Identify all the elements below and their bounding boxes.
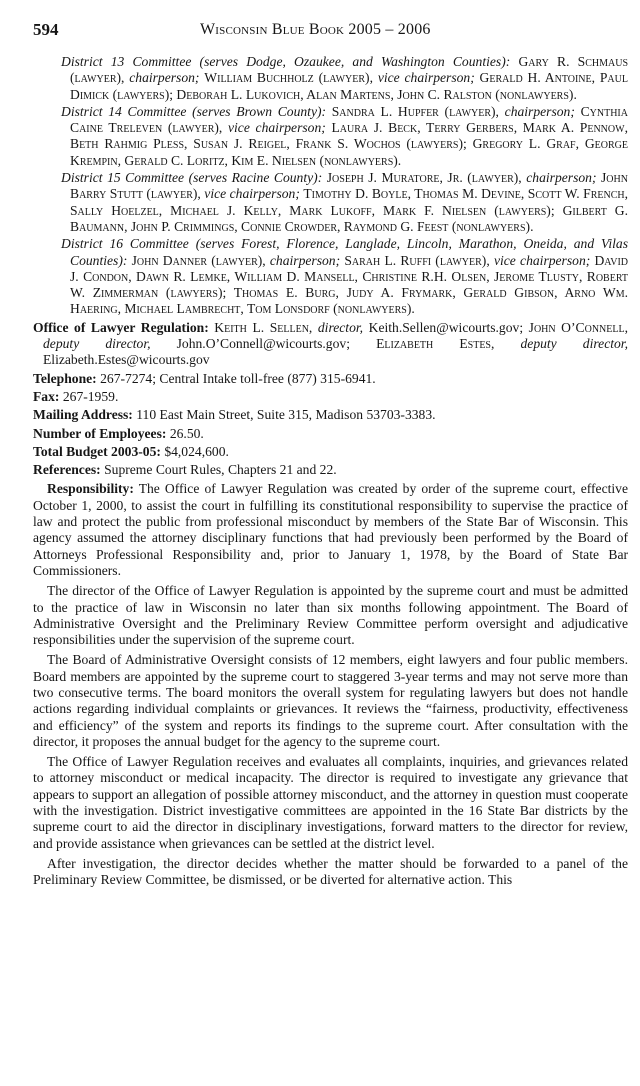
- member-role: chairperson;: [504, 103, 575, 119]
- member-name: Sandra L. Hupfer (lawyer),: [331, 103, 499, 119]
- committee-name: District 16 Committee (serves Forest, Florence, Langlade, Lincoln, Marathon, Oneida, and Vilas Counties):: [61, 236, 628, 268]
- member-role: vice chairperson;: [377, 70, 475, 86]
- member-role: chairperson;: [526, 170, 597, 186]
- paragraph-text: The Office of Lawyer Regulation was created by order of the supreme court, effective October 1, 2000, to assist the court in fulfilling its constitutional responsibility to supervise the practice of law and protect the public from professional misconduct by members of the State Bar of Wisconsin. This agency assumed the attorney disciplinary functions that had previously been performed by the Board of Attorneys Professional Responsibility and, prior to January 1, 1978, by the Board of State Bar Commissioners.: [33, 481, 628, 578]
- budget-entry: [33, 444, 628, 460]
- responsibility-paragraph: [33, 481, 628, 579]
- body-paragraph: The Board of Administrative Oversight consists of 12 members, eight lawyers and four public members. Board members are appointed by the supreme court to staggered 3-year terms and may not serve more than two consecutive terms. The board monitors the overall system for regulating lawyers but does not handle actions regarding individual complaints or grievances. It reviews the “fairness, productivity, effectiveness and efficiency” of the system and reports its findings to the supreme court. After consultation with the director, it proposes the annual budget for the agency to the supreme court.: [33, 652, 628, 749]
- mailing-address-value: 110 East Main Street, Suite 315, Madison 53703-3383.: [136, 407, 436, 423]
- staff-role: deputy director,: [520, 336, 628, 352]
- running-head: Wisconsin Blue Book 2005 – 2006: [200, 21, 431, 38]
- telephone-label: Telephone:: [33, 370, 97, 386]
- member-list: Laura J. Beck, Terry Gerbers, Mark A. Pennow, Beth Rahmig Pless, Susan J. Reigel, Frank S. Wochos (lawyers); Gregory L. Graf, George Krempin, Gerald C. Loritz, Kim E. Nielsen (nonlawyers).: [70, 120, 628, 168]
- references-label: References:: [33, 462, 101, 478]
- staff-role: deputy director,: [43, 336, 151, 352]
- member-name: William Buchholz (lawyer),: [204, 70, 373, 86]
- member-name: Cynthia Caine Treleven (lawyer),: [70, 103, 628, 136]
- body-paragraph: The Office of Lawyer Regulation receives and evaluates all complaints, inquiries, and grievances related to attorney misconduct or medical incapacity. The director is required to investigate any grievance that appears to support an allegation of possible attorney misconduct, and the attorney in question must cooperate with the investigation. District investigative committees are appointed in the 16 State Bar districts by the supreme court to aid the director in disciplinary investigations, forward matters to the director for review, and provide assistance when grievances can be settled at the district level.: [33, 754, 628, 851]
- member-name: Joseph J. Muratore, Jr. (lawyer),: [326, 170, 522, 186]
- member-name: John Danner (lawyer),: [131, 252, 266, 268]
- fax-entry: [33, 389, 628, 405]
- telephone-value: 267-7274; Central Intake toll-free (877) 315-6941.: [100, 370, 376, 386]
- staff-name: John O’Connell,: [528, 319, 628, 335]
- office-label: Office of Lawyer Regulation:: [33, 319, 209, 335]
- committee-name: District 14 Committee (serves Brown County):: [61, 103, 327, 119]
- member-name: Gary R. Schmaus (lawyer),: [70, 54, 628, 86]
- page-number: 594: [33, 20, 59, 39]
- employees-value: 26.50.: [169, 425, 204, 441]
- body-paragraph: After investigation, the director decides whether the matter should be forwarded to a panel of the Preliminary Review Committee, be dismissed, or be diverted for alternative action. This: [33, 855, 628, 888]
- member-list: Timothy D. Boyle, Thomas M. Devine, Scott W. French, Sally Hoelzel, Michael J. Kelly, Mark Lukoff, Mark F. Nielsen (lawyers); Gilbert G. Baumann, John P. Crimmings, Connie Crowder, Raymond G. Feest (nonlawyers).: [70, 186, 628, 234]
- committee-entry: [61, 170, 628, 235]
- committee-entry: [61, 104, 628, 169]
- member-list: Gerald H. Antoine, Paul Dimick (lawyers); Deborah L. Lukovich, Alan Martens, John C. Ralston (nonlawyers).: [70, 70, 628, 102]
- telephone-entry: [33, 371, 628, 387]
- staff-name: Elizabeth Estes,: [376, 336, 495, 352]
- page-content: [33, 54, 628, 889]
- budget-value: $4,024,600.: [164, 443, 229, 459]
- staff-role: director,: [317, 319, 364, 335]
- member-role: vice chairperson;: [204, 186, 300, 202]
- member-role: chairperson;: [129, 70, 200, 86]
- staff-email: Keith.Sellen@wicourts.gov;: [368, 319, 524, 335]
- committee-name: District 13 Committee (serves Dodge, Ozaukee, and Washington Counties):: [61, 54, 511, 69]
- member-list: David J. Condon, Dawn R. Lemke, William D. Mansell, Christine R.H. Olsen, Jerome Tlusty, Robert W. Zimmerman (lawyers); Thomas E. Burg, Judy A. Frymark, Gerald Gibson, Arno Wm. Haering, Michael Lambrecht, Tom Lonsdorf (nonlawyers).: [70, 252, 629, 317]
- member-role: chairperson;: [269, 252, 341, 268]
- employees-label: Number of Employees:: [33, 425, 167, 441]
- office-entry: [33, 320, 628, 369]
- body-paragraph: The director of the Office of Lawyer Regulation is appointed by the supreme court and must be admitted to the practice of law in Wisconsin no later than six months following appointment. The Board of Administrative Oversight and the Preliminary Review Committee perform oversight and adjudicative responsibilities under the supervision of the supreme court.: [33, 583, 628, 648]
- mailing-address-label: Mailing Address:: [33, 407, 133, 423]
- fax-label: Fax:: [33, 388, 60, 404]
- fax-value: 267-1959.: [62, 388, 119, 404]
- mailing-address-entry: [33, 407, 628, 423]
- member-name: Sarah L. Ruffi (lawyer),: [344, 252, 490, 268]
- staff-email: John.O’Connell@wicourts.gov;: [176, 336, 350, 352]
- member-role: vice chairperson;: [493, 252, 591, 268]
- committee-name: District 15 Committee (serves Racine County):: [61, 170, 323, 186]
- references-value: Supreme Court Rules, Chapters 21 and 22.: [104, 462, 337, 478]
- responsibility-label: Responsibility:: [47, 481, 134, 497]
- member-name: John Barry Stutt (lawyer),: [70, 170, 628, 202]
- page-header: [33, 20, 628, 54]
- member-role: vice chairperson;: [228, 120, 326, 136]
- budget-label: Total Budget 2003-05:: [33, 443, 161, 459]
- committee-entry: [61, 236, 628, 317]
- staff-email: Elizabeth.Estes@wicourts.gov: [43, 352, 210, 368]
- committee-entry: [61, 54, 628, 103]
- staff-name: Keith L. Sellen,: [214, 319, 313, 335]
- employees-entry: [33, 426, 628, 442]
- references-entry: [33, 462, 628, 478]
